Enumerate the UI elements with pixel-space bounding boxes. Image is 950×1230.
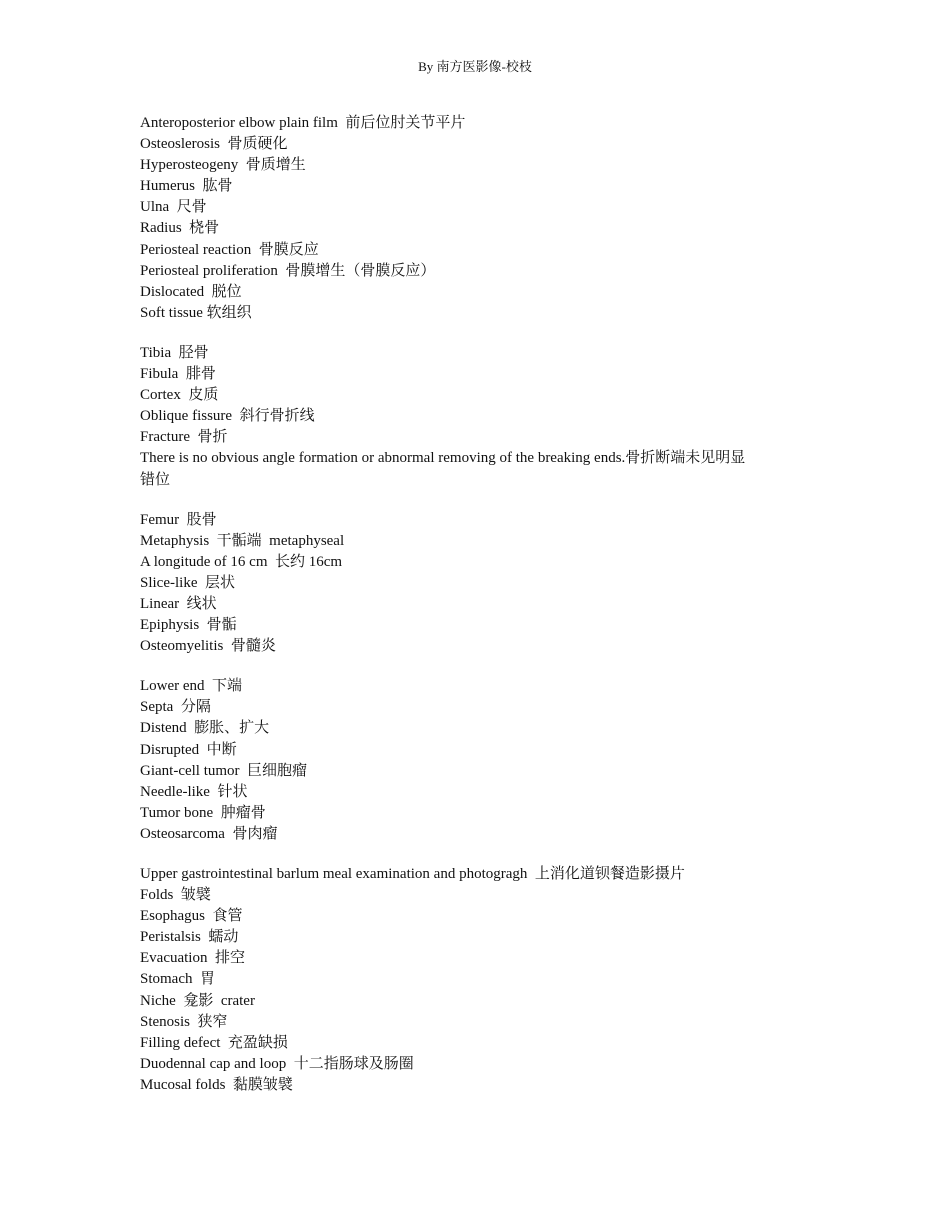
term-line: Anteroposterior elbow plain film 前后位肘关节平片 — [140, 115, 466, 131]
term-group-gastrointestinal — [140, 864, 810, 1096]
term-line: Lower end 下端 — [140, 678, 243, 695]
term-line: Septa 分隔 — [140, 699, 211, 716]
term-line: Dislocated 脱位 — [140, 283, 242, 300]
term-line: Humerus 肱骨 — [140, 178, 233, 195]
term-line: Cortex 皮质 — [140, 387, 219, 404]
page-header: By 南方医影像-校枝 — [418, 59, 532, 74]
term-line: Stomach 胃 — [140, 971, 215, 988]
term-line: Oblique fissure 斜行骨折线 — [140, 408, 315, 425]
term-line: Fibula 腓骨 — [140, 366, 216, 383]
term-line: Tumor bone 肿瘤骨 — [140, 804, 266, 821]
term-line: Upper gastrointestinal barlum meal examination and photogragh 上消化道钡餐造影摄片 — [140, 866, 685, 882]
term-line: Epiphysis 骨骺 — [140, 617, 237, 634]
term-line: Slice-like 层状 — [140, 574, 235, 591]
term-line: Duodennal cap and loop 十二指肠球及肠圈 — [140, 1055, 414, 1072]
term-line: Stenosis 狭窄 — [140, 1013, 228, 1030]
term-line: Esophagus 食管 — [140, 908, 243, 925]
term-line: Fracture 骨折 — [140, 429, 228, 446]
term-line: Mucosal folds 黏膜皱襞 — [140, 1076, 293, 1093]
term-line: Metaphysis 干骺端 metaphyseal — [140, 532, 345, 549]
term-group-tumor — [140, 676, 810, 845]
term-line: Folds 皱襞 — [140, 887, 211, 904]
term-line: 错位 — [140, 471, 171, 488]
term-line: Hyperosteogeny 骨质增生 — [140, 157, 306, 174]
term-line: Femur 股骨 — [140, 511, 217, 528]
term-line: Osteoslerosis 骨质硬化 — [140, 136, 288, 153]
term-line: Ulna 尺骨 — [140, 199, 207, 216]
term-line: Giant-cell tumor 巨细胞瘤 — [140, 762, 308, 779]
term-line: Periosteal reaction 骨膜反应 — [140, 241, 319, 258]
term-line: A longitude of 16 cm 长约 16cm — [140, 553, 343, 570]
term-line: Evacuation 排空 — [140, 950, 245, 967]
term-line: Niche 龛影 crater — [140, 992, 255, 1009]
term-group-elbow — [140, 113, 810, 324]
term-group-femur — [140, 510, 810, 658]
term-line: There is no obvious angle formation or abnormal removing of the breaking ends.骨折断端未见明显 — [140, 450, 746, 467]
term-group-fracture — [140, 343, 810, 491]
term-line: Radius 桡骨 — [140, 220, 220, 237]
document-body — [140, 113, 810, 1115]
term-line: Needle-like 针状 — [140, 783, 248, 800]
term-line: Osteomyelitis 骨髓炎 — [140, 638, 276, 655]
term-line: Disrupted 中断 — [140, 741, 237, 758]
term-line: Tibia 胫骨 — [140, 344, 209, 361]
term-line: Soft tissue 软组织 — [140, 304, 252, 321]
term-line: Linear 线状 — [140, 595, 217, 612]
term-line: Osteosarcoma 骨肉瘤 — [140, 825, 278, 842]
term-line: Distend 膨胀、扩大 — [140, 720, 270, 737]
term-line: Filling defect 充盈缺损 — [140, 1034, 288, 1051]
term-line: Periosteal proliferation 骨膜增生（骨膜反应） — [140, 262, 436, 279]
term-line: Peristalsis 蠕动 — [140, 929, 239, 946]
